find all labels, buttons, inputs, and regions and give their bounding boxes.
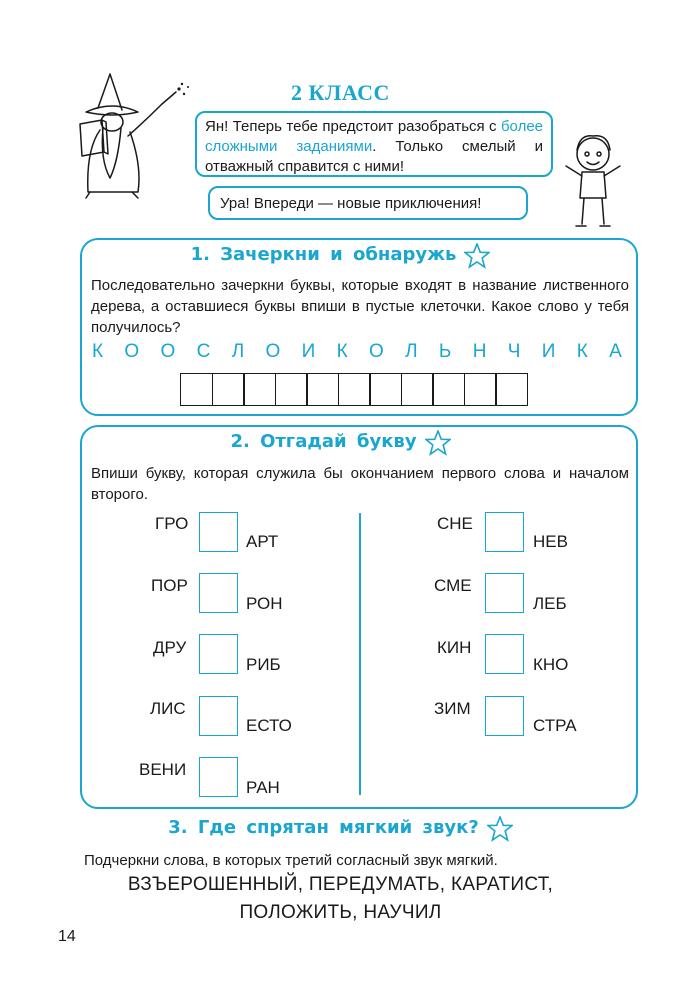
- pair-first-word: СНЕ: [437, 514, 473, 533]
- letter: Л: [405, 341, 418, 362]
- answer-cell[interactable]: [275, 373, 308, 406]
- boy-text: Ура! Впереди — новые приключения!: [220, 195, 482, 212]
- letter: О: [368, 341, 384, 362]
- task3-words-line-1: ВЗЪЕРОШЕННЫЙ, ПЕРЕДУМАТЬ, КАРАТИСТ,: [127, 874, 554, 895]
- pair-first-word: ДРУ: [153, 638, 187, 657]
- answer-cell[interactable]: [243, 373, 276, 406]
- pair-second-word: РОН: [246, 594, 283, 613]
- pair-first-word: ГРО: [155, 514, 189, 533]
- boy-speech-bubble: [208, 186, 528, 220]
- letter: К: [92, 341, 104, 362]
- letter: Ч: [507, 341, 521, 362]
- answer-cell[interactable]: [464, 373, 497, 406]
- answer-cell[interactable]: [212, 373, 245, 406]
- wizard-text-start: Ян! Теперь тебе предстоит разобраться с: [205, 118, 497, 135]
- letter-answer-box[interactable]: [199, 573, 238, 613]
- task3-words-line-2: ПОЛОЖИТЬ, НАУЧИЛ: [239, 902, 442, 923]
- answer-cell[interactable]: [338, 373, 371, 406]
- letter: О: [265, 341, 281, 362]
- answer-cell[interactable]: [401, 373, 434, 406]
- page-number: 14: [58, 928, 76, 945]
- letter: О: [160, 341, 176, 362]
- answer-cell[interactable]: [180, 373, 213, 406]
- boy-illustration: [558, 128, 628, 232]
- letter-answer-box[interactable]: [485, 696, 524, 736]
- pair-second-word: НЕВ: [533, 532, 568, 551]
- pair-first-word: СМЕ: [434, 576, 472, 595]
- pair-first-word: ВЕНИ: [139, 760, 187, 779]
- task2-title: 2. Отгадай букву: [230, 431, 417, 453]
- letter-answer-box[interactable]: [485, 573, 524, 613]
- task2-instructions: Впиши букву, которая служила бы окончанием первого слова и началом второго.: [91, 465, 629, 503]
- pair-first-word: ЛИС: [150, 699, 186, 718]
- answer-cell[interactable]: [432, 373, 465, 406]
- letter: И: [301, 341, 316, 362]
- wizard-text-highlight: более сложными заданиями: [205, 118, 544, 155]
- letter-answer-box[interactable]: [199, 696, 238, 736]
- column-divider: [359, 513, 361, 795]
- letter-answer-box[interactable]: [199, 757, 238, 797]
- task1-heading: [0, 243, 681, 269]
- letter: С: [196, 341, 211, 362]
- task3-heading: [0, 816, 681, 842]
- letter-answer-box[interactable]: [485, 634, 524, 674]
- task1-instructions: Последовательно зачеркни буквы, которые входят в название лиственного дерева, а оставшиеся буквы впиши в пустые клеточки. Какое слово у тебя получилось?: [91, 277, 629, 336]
- pair-second-word: СТРА: [533, 716, 577, 735]
- star-icon: [425, 430, 451, 456]
- task1-letter-sequence: [92, 341, 622, 363]
- star-icon: [487, 816, 513, 842]
- pair-first-word: ЗИМ: [434, 699, 471, 718]
- pair-first-word: ПОР: [151, 576, 188, 595]
- letter: О: [124, 341, 140, 362]
- letter: Л: [231, 341, 245, 362]
- letter: К: [336, 341, 348, 362]
- pair-second-word: ЕСТО: [246, 716, 292, 735]
- wizard-speech-bubble: [195, 111, 553, 177]
- wizard-text-end: . Только смелый и отважный справится с ними!: [205, 138, 544, 175]
- task3-instructions: Подчеркни слова, в которых третий согласный звук мягкий.: [84, 852, 498, 869]
- task2-heading: [0, 430, 681, 456]
- letter: А: [609, 341, 622, 362]
- answer-cell[interactable]: [369, 373, 402, 406]
- answer-cell[interactable]: [306, 373, 339, 406]
- pair-second-word: АРТ: [246, 532, 279, 551]
- task1-title: 1. Зачеркни и обнаружь: [190, 244, 457, 266]
- letter-answer-box[interactable]: [199, 512, 238, 552]
- grade-title: 2 КЛАСС: [291, 80, 390, 105]
- star-icon: [464, 243, 490, 269]
- letter-answer-box[interactable]: [485, 512, 524, 552]
- task1-answer-grid: [180, 373, 528, 406]
- task3-title: 3. Где спрятан мягкий звук?: [168, 817, 479, 839]
- pair-second-word: КНО: [533, 655, 569, 674]
- pair-second-word: ЛЕБ: [533, 594, 567, 613]
- letter: Н: [472, 341, 487, 362]
- answer-cell[interactable]: [495, 373, 528, 406]
- letter: И: [541, 341, 556, 362]
- letter: К: [576, 341, 588, 362]
- letter: Ь: [438, 341, 452, 362]
- pair-first-word: КИН: [437, 638, 472, 657]
- pair-second-word: РАН: [246, 778, 280, 797]
- pair-second-word: РИБ: [246, 655, 281, 674]
- letter-answer-box[interactable]: [199, 634, 238, 674]
